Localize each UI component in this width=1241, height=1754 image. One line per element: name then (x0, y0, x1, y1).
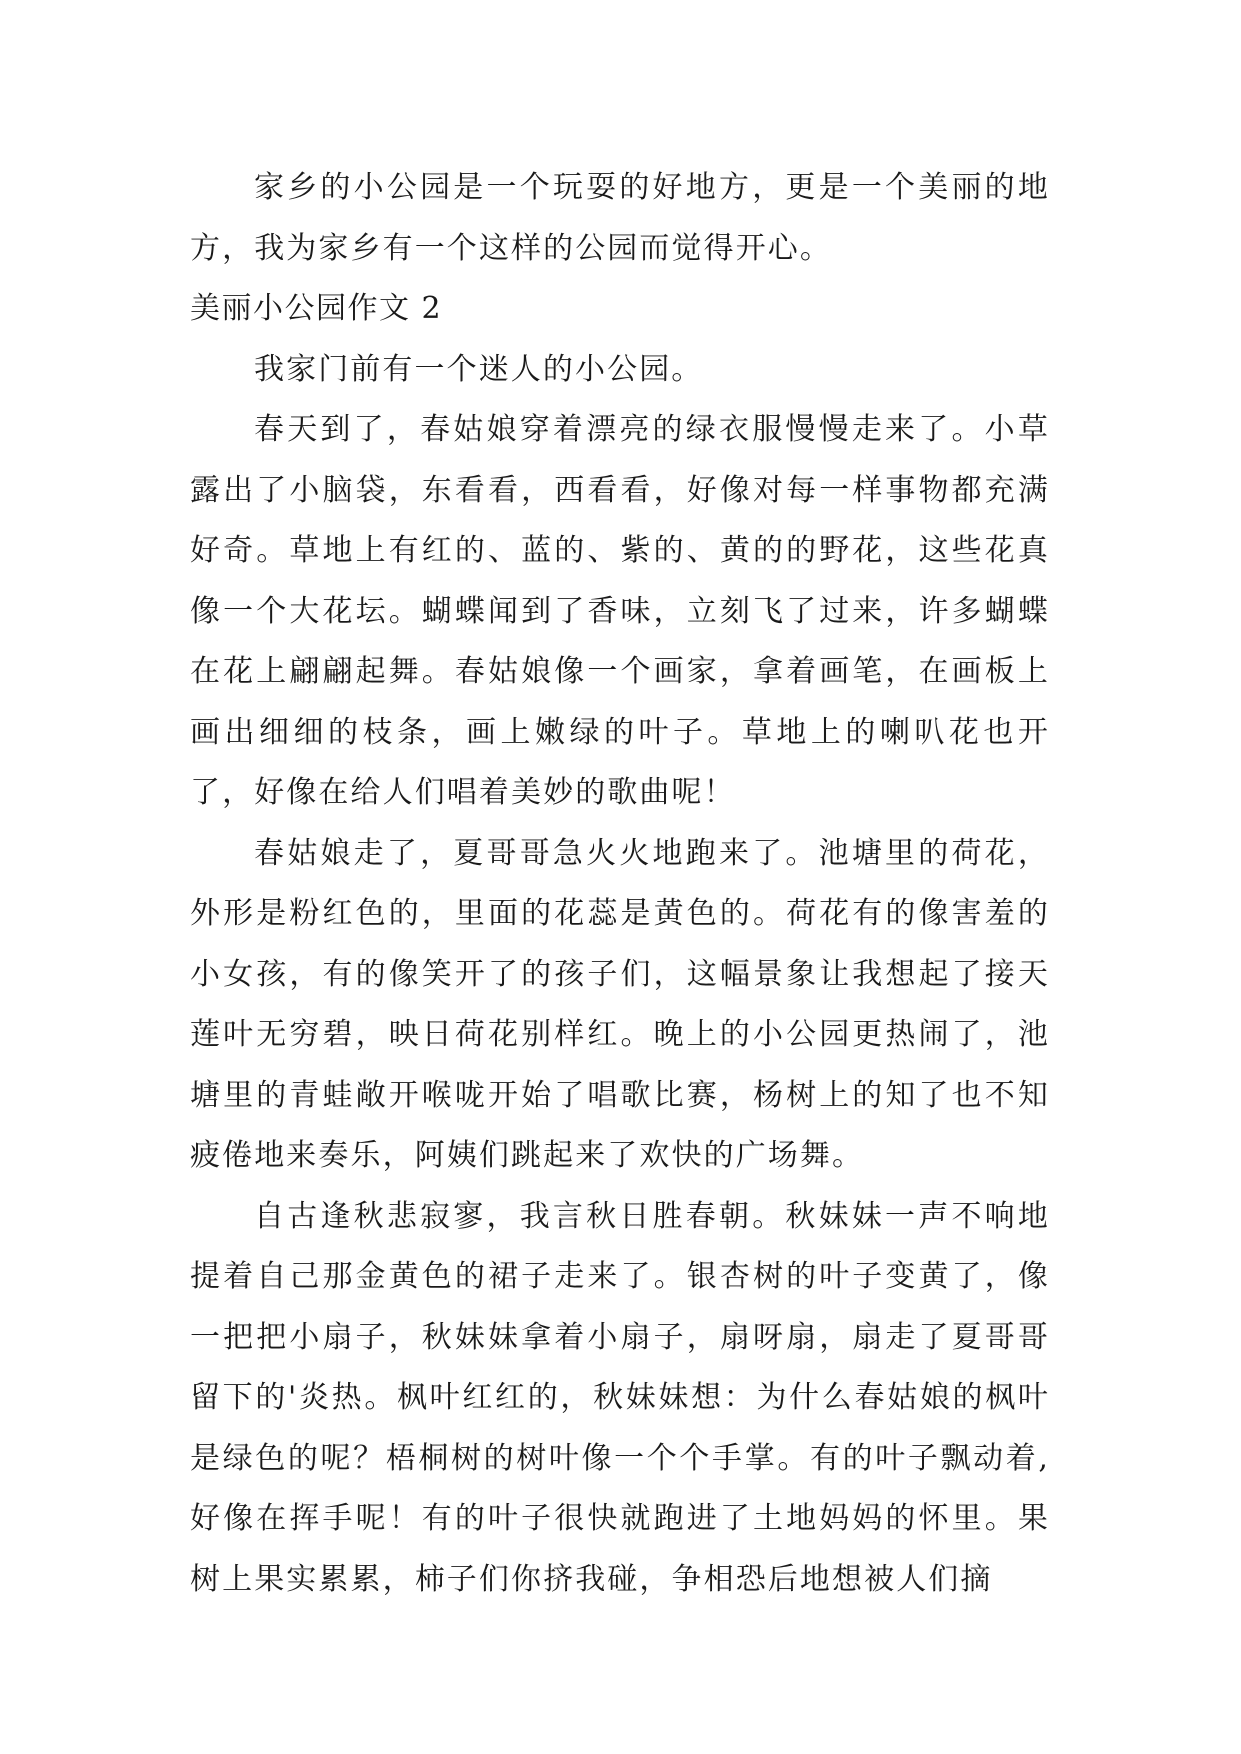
paragraph-summer: 春姑娘走了，夏哥哥急火火地跑来了。池塘里的荷花，外形是粉红色的，里面的花蕊是黄色的。荷花有的像害羞的小女孩，有的像笑开了的孩子们，这幅景象让我想起了接天莲叶无穷碧，映日荷花别样红。晚上的小公园更热闹了，池塘里的青蛙敞开喉咙开始了唱歌比赛，杨树上的知了也不知疲倦地来奏乐，阿姨们跳起来了欢快的广场舞。 (190, 835, 1050, 1173)
paragraph-opening: 我家门前有一个迷人的小公园。 (254, 351, 704, 387)
paragraph-spring: 春天到了，春姑娘穿着漂亮的绿衣服慢慢走来了。小草露出了小脑袋，东看看，西看看，好像对每一样事物都充满好奇。草地上有红的、蓝的、紫的、黄的的野花，这些花真像一个大花坛。蝴蝶闻到了香味，立刻飞了过来，许多蝴蝶在花上翩翩起舞。春姑娘像一个画家，拿着画笔，在画板上画出细细的枝条，画上嫩绿的叶子。草地上的喇叭花也开了，好像在给人们唱着美妙的歌曲呢！ (190, 412, 1050, 810)
document-page (190, 158, 1050, 1610)
section-heading: 美丽小公园作文 2 (190, 291, 443, 326)
paragraph-autumn: 自古逢秋悲寂寥，我言秋日胜春朝。秋妹妹一声不响地提着自己那金黄色的裙子走来了。银杏树的叶子变黄了，像一把把小扇子，秋妹妹拿着小扇子，扇呀扇，扇走了夏哥哥留下的'炎热。枫叶红红的，秋妹妹想：为什么春姑娘的枫叶是绿色的呢？梧桐树的树叶像一个个手掌。有的叶子飘动着,好像在挥手呢！有的叶子很快就跑进了土地妈妈的怀里。果树上果实累累，柿子们你挤我碰，争相恐后地想被人们摘 (190, 1198, 1050, 1597)
paragraph-intro-conclusion: 家乡的小公园是一个玩耍的好地方，更是一个美丽的地方，我为家乡有一个这样的公园而觉得开心。 (190, 170, 1050, 266)
